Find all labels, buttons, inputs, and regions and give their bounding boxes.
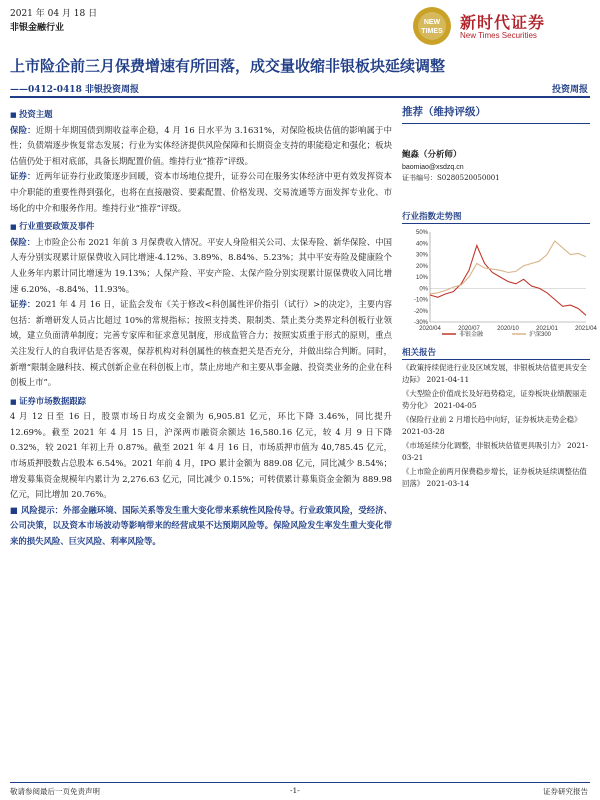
paragraph-text: 2021 年 4 月 16 日，证监会发布《关于修改<科创属性评价指引（试行）>的决定》，主要内容包括：新增研发人员占比超过 10%的常规指标；按照支持类、限制类、禁止类分类界定科创板行业领域，建立负面清单制度；完善专家库和征求意见制度，形成监管合力；按照实质重于形式的原则，重点关注发行人的自我评估是否客观，保荐机构对科创属性的核查把关是否充分，并做出综合判断。同时，新增“限制金融科技、模式创新企业在科创板上市，禁止房地产和主要从事金融、投资类业务的企业在科创板上市”。 xyxy=(10,299,393,388)
paragraph-label: 证券： xyxy=(10,299,36,310)
related-report-item[interactable] xyxy=(402,440,590,463)
chart-title: 行业指数走势图 xyxy=(402,212,462,222)
svg-text:TIMES: TIMES xyxy=(421,28,443,35)
section-market-data xyxy=(10,394,392,503)
paragraph-label: 证券： xyxy=(10,171,36,182)
legend-label: 非银金融 xyxy=(459,332,484,338)
industry-index-chart xyxy=(402,226,597,342)
related-report-item[interactable] xyxy=(402,466,590,489)
section-investment-theme xyxy=(10,107,392,216)
x-tick-label: 2020/07 xyxy=(458,326,480,332)
section-heading: ■ 证券市场数据跟踪 xyxy=(10,394,392,410)
y-tick-label: -10% xyxy=(413,297,428,304)
sector-label: 非银金融行业 xyxy=(10,23,65,33)
svg-text:NEW: NEW xyxy=(423,19,441,26)
related-divider xyxy=(402,359,590,360)
y-tick-label: 20% xyxy=(415,263,428,270)
related-report-title: 《大型险企价值成长及好趋势稳定，证券板块业绩靓丽走势分化》 xyxy=(402,389,587,410)
chart-divider xyxy=(402,223,590,224)
related-report-item[interactable] xyxy=(402,362,590,385)
page-subtitle: ——0412-0418 非银投资周报 xyxy=(10,85,139,95)
analyst-certificate: 证书编号：S0280520050001 xyxy=(402,174,500,182)
x-tick-label: 2021/04 xyxy=(575,326,597,332)
paragraph xyxy=(10,297,392,391)
analyst-name: 鲍淼（分析师） xyxy=(402,150,462,160)
report-date: 2021 年 04 月 18 日 xyxy=(10,9,98,19)
related-report-title: 《保险行业前 2 月增长趋中向好，证券板块走势企稳》 xyxy=(402,415,582,424)
paragraph-text: 上市险企公布 2021 年前 3 月保费收入情况。平安人身险相关公司、太保寿险、新华保险、中国人寿分别实现累计原保费收入同比增速-4.12%、3.89%、8.84%、5.23%；其中平安寿险及健康险个人业务年内累计同比增速为 19.13%；人保产险、平安产险、太保产险分别实现累计原保费收入同比增速 6.20%、-8.84%、11.93%。 xyxy=(10,236,392,294)
y-tick-label: 0% xyxy=(419,286,428,293)
y-tick-label: 30% xyxy=(415,252,428,259)
related-reports-list xyxy=(402,362,590,492)
y-tick-label: 40% xyxy=(415,241,428,248)
related-report-title: 《上市险企前两月保费稳步增长，证券板块延续调整估值回落》 xyxy=(402,467,587,488)
x-tick-label: 2020/10 xyxy=(497,326,519,332)
paragraph xyxy=(10,169,392,216)
related-report-item[interactable] xyxy=(402,388,590,411)
related-report-date: 2021-04-11 xyxy=(426,374,470,384)
related-report-date: 2021-03-21 xyxy=(402,441,589,462)
section-heading: ■ 投资主题 xyxy=(10,107,392,123)
x-tick-label: 2021/01 xyxy=(536,326,558,332)
brand-name: 新时代证券 xyxy=(460,13,546,32)
page-number: -1- xyxy=(290,786,300,795)
related-report-date: 2021-03-28 xyxy=(402,426,445,436)
related-report-item[interactable] xyxy=(402,414,590,437)
main-content xyxy=(10,104,392,550)
paragraph-label: 保险： xyxy=(10,236,36,247)
paragraph xyxy=(10,235,392,297)
related-report-date: 2021-03-14 xyxy=(426,478,470,488)
risk-warning: ■ 风险提示：外部金融环境、国际关系等发生重大变化带来系统性风险传导。行业政策风险，受经济、公司决策，以及资本市场波动等影响带来的经营成果不达预期风险等。保险风险发生率发生重大变化带来的损失风险、巨灾风险、利率风险等。 xyxy=(10,504,392,547)
related-reports-title: 相关报告 xyxy=(402,348,437,358)
report-type: 投资周报 xyxy=(551,85,588,95)
related-report-title: 《市场延续分化调整，非银板块估值更具吸引力》 xyxy=(402,441,565,450)
paragraph xyxy=(10,409,392,503)
brand-name-en: New Times Securities xyxy=(460,31,537,40)
section-heading: ■ 行业重要政策及事件 xyxy=(10,219,392,235)
series-line-0 xyxy=(430,246,586,316)
related-report-date: 2021-04-05 xyxy=(433,400,477,410)
section-policy-events xyxy=(10,219,392,391)
x-tick-label: 2020/04 xyxy=(419,326,441,332)
related-report-title: 《政策持续促进行业及区域发展，非银板块估值更具安全边际》 xyxy=(402,363,587,384)
header-divider xyxy=(10,96,590,98)
y-tick-label: -30% xyxy=(413,320,428,326)
analyst-email[interactable]: baomiao@xsdzq.cn xyxy=(402,164,464,171)
rating-recommendation: 推荐（维持评级） xyxy=(402,104,590,124)
y-tick-label: -20% xyxy=(413,308,428,315)
sidebar xyxy=(402,104,590,183)
company-logo xyxy=(408,5,456,47)
page-title: 上市险企前三月保费增速有所回落，成交量收缩非银板块延续调整 xyxy=(10,57,446,75)
disclaimer-note: 敬请参阅最后一页免责声明 xyxy=(10,787,100,796)
legend-label: 沪深300 xyxy=(529,332,552,338)
paragraph-text: 4 月 12 日至 16 日，股票市场日均成交金额为 6,905.81 亿元，环比下降 3.46%，同比提升 12.69%。截至 2021 年 4 月 15 日，沪深两市融资余额达 16,580.16 亿元，较 4 月 9 日下降 0.32%，较 2021 年初上升 0.87%。截至 2021 年 4 月 16 日，市场质押市值为 40,785.45 亿元，市场质押股数占总股本 6.54%。2021 年前 4 月，IPO 累计金额为 889.08 亿元，同比减少 8.54%；增发募集资金规模年内累计为 2,276.63 亿元，同比减少 0.15%；可转债累计募集资金金额为 889.98 亿元，同比增加 20.76%。 xyxy=(10,411,392,500)
paragraph-label: 保险： xyxy=(10,124,36,135)
paragraph xyxy=(10,123,392,170)
series-line-1 xyxy=(430,241,586,294)
paragraph-text: 近期十年期国债到期收益率企稳，4 月 16 日水平为 3.1631%，对保险板块估值的影响属于中性；负债端逐步恢复常态发展；行业为实体经济提供风险保障和长期资金支持的职能稳定和强化；板块估值仍处于相对底部，具备长期配置价值。维持行业“推荐”评级。 xyxy=(10,124,392,166)
footer-label: 证券研究报告 xyxy=(543,787,588,796)
paragraph-text: 近两年证券行业政策逐步回暖，资本市场地位提升，证券公司在服务实体经济中更有效发挥资本中介职能的重要性得到强化，也将在直接融资、要素配置、价格发现、交易流通等方面发挥专业化、市场化的中介和服务作用。维持行业“推荐”评级。 xyxy=(10,171,393,213)
footer-divider xyxy=(10,782,590,783)
y-tick-label: 50% xyxy=(415,230,428,236)
y-tick-label: 10% xyxy=(415,275,428,281)
